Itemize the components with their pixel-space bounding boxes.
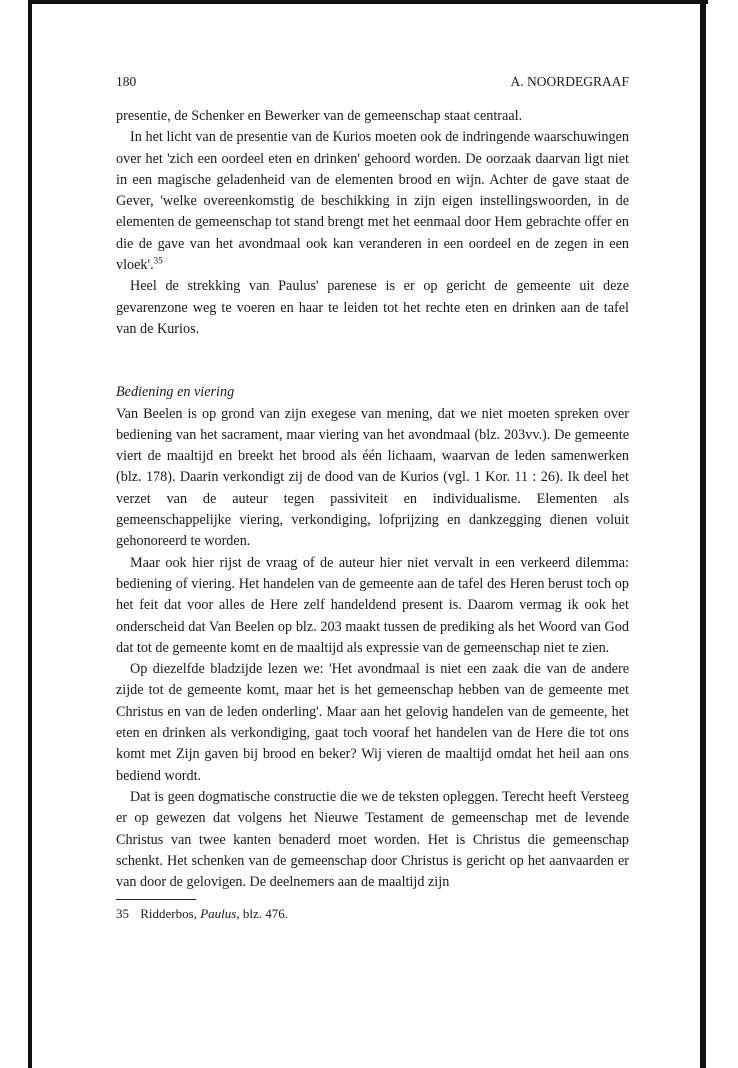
footnote-ref: blz. 476. — [242, 906, 288, 922]
paragraph-2 — [116, 127, 629, 276]
footnote-ref-35[interactable]: 35 — [153, 255, 163, 266]
scan-border-left — [28, 0, 32, 1068]
section-paragraph-3: Op diezelfde bladzijde lezen we: 'Het avondmaal is niet een zaak die van de andere zijde tot de gemeente komt, maar het is het gemeenschap hebben van de gemeente met Christus en van de leden onderling'. Maar aan het gelovig handelen van de gemeente, het eten en drinken als verkondiging, gaat toch vooraf het handelen van de Here die tot ons komt met Zijn gaven bij brood en beker? Wij vieren de maaltijd omdat het heil aan ons bediend wordt. — [116, 661, 629, 784]
footnote-title: Paulus, — [200, 906, 240, 922]
running-head-author: A. NOORDEGRAAF — [510, 74, 629, 89]
footnote-author: Ridderbos, — [140, 906, 197, 922]
page — [116, 72, 629, 923]
running-head — [116, 72, 629, 92]
scan-border-right — [700, 0, 706, 1068]
paragraph-2-text: In het licht van de presentie van de Kurios moeten ook de indringende waarschuwingen over het 'zich een oordeel eten en drinken' gehoord worden. De oorzaak daarvan ligt niet in een magische geladenheid van de elementen brood en wijn. Achter de gave staat de Gever, 'welke overeenkomstig de beschikking in zijn eigen instellingswoorden, in de elementen de gemeenschap tot stand brengt met het eenmaal door Hem gebrachte offer en die de gave van het avondmaal ook kan veranderen in een oordeel en de zegen in een vloek'. — [116, 129, 629, 274]
section-paragraph-1: Van Beelen is op grond van zijn exegese van mening, dat we niet moeten spreken over bediening van het sacrament, maar viering van het avondmaal (blz. 203vv.). De gemeente viert de maaltijd en breekt het brood als één lichaam, waarvan de leden samenwerken (blz. 178). Daarin verkondigt zij de dood van de Kurios (vgl. 1 Kor. 11 : 26). Ik deel het verzet van de auteur tegen passiviteit en individualisme. Elementen als gemeenschappelijke viering, verkondiging, lofprijzing en dankzegging dienen voluit gehonoreerd te worden. — [116, 405, 629, 550]
footnote-35 — [116, 904, 629, 923]
section-gap — [116, 340, 629, 382]
paragraph-1: presentie, de Schenker en Bewerker van de gemeenschap staat centraal. — [116, 108, 523, 124]
footnote-number: 35 — [116, 906, 129, 922]
scan-border-top — [28, 0, 708, 4]
footnote-rule — [116, 899, 196, 900]
section-paragraph-4: Dat is geen dogmatische constructie die we de teksten opleggen. Terecht heeft Versteeg er op gewezen dat volgens het Nieuwe Testament de gemeenschap met de levende Christus van twee kanten benaderd moet worden. Het is Christus die gemeenschap schenkt. Het schenken van de gemeenschap door Christus is gericht op het aanvaarden er van door de gelovigen. De deelnemers aan de maaltijd zijn — [116, 788, 629, 891]
page-number: 180 — [116, 74, 137, 89]
section-title: Bediening en viering — [116, 384, 235, 401]
section-paragraph-2: Maar ook hier rijst de vraag of de auteur hier niet vervalt in een verkeerd dilemma: bediening of viering. Het handelen van de gemeente aan de tafel des Heren berust toch op het feit dat voor alles de Here zelf handeldend present is. Daarom vermag ik ook het onderscheid dat Van Beelen op blz. 203 maakt tussen de prediking als het Woord van God dat tot de gemeente komt en de maaltijd als expressie van de gemeenschap niet te zien. — [116, 554, 629, 656]
paragraph-3: Heel de strekking van Paulus' parenese is er op gericht de gemeente uit deze gevarenzone weg te voeren en haar te leiden tot het rechte eten en drinken aan de tafel van de Kurios. — [116, 278, 629, 337]
